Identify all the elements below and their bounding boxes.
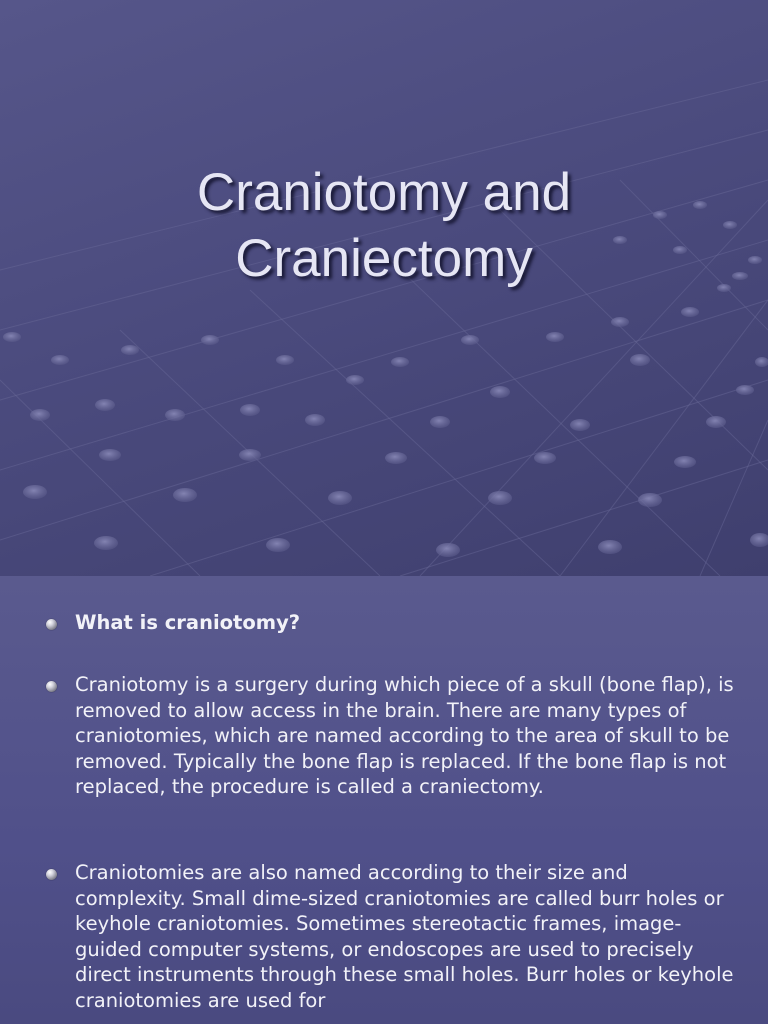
content-slide (0, 576, 768, 1024)
sphere-bullet-icon (46, 681, 57, 692)
slide-title-line-2: Craniectomy (235, 229, 533, 288)
bullet-text: What is craniotomy? (75, 611, 301, 634)
slide-title (0, 160, 768, 292)
bullet-text: Craniotomies are also named according to their size and complexity. Small dime-sized craniotomies are called burr holes or keyhole craniotomies. Sometimes stereotactic frames, image-guided computer systems, or endoscopes are used to precisely direct instruments through these small holes. Burr holes or keyhole craniotomies are used for (75, 861, 734, 1012)
sphere-bullet-icon (46, 619, 57, 630)
bullet-text: Craniotomy is a surgery during which piece of a skull (bone flap), is removed to allow access in the brain. There are many types of craniotomies, which are named according to the area of skull to be removed. Typically the bone flap is replaced. If the bone flap is not replaced, the procedure is called a craniectomy. (75, 673, 734, 798)
sphere-bullet-icon (46, 869, 57, 880)
slide-title-line-1: Craniotomy and (196, 163, 572, 222)
